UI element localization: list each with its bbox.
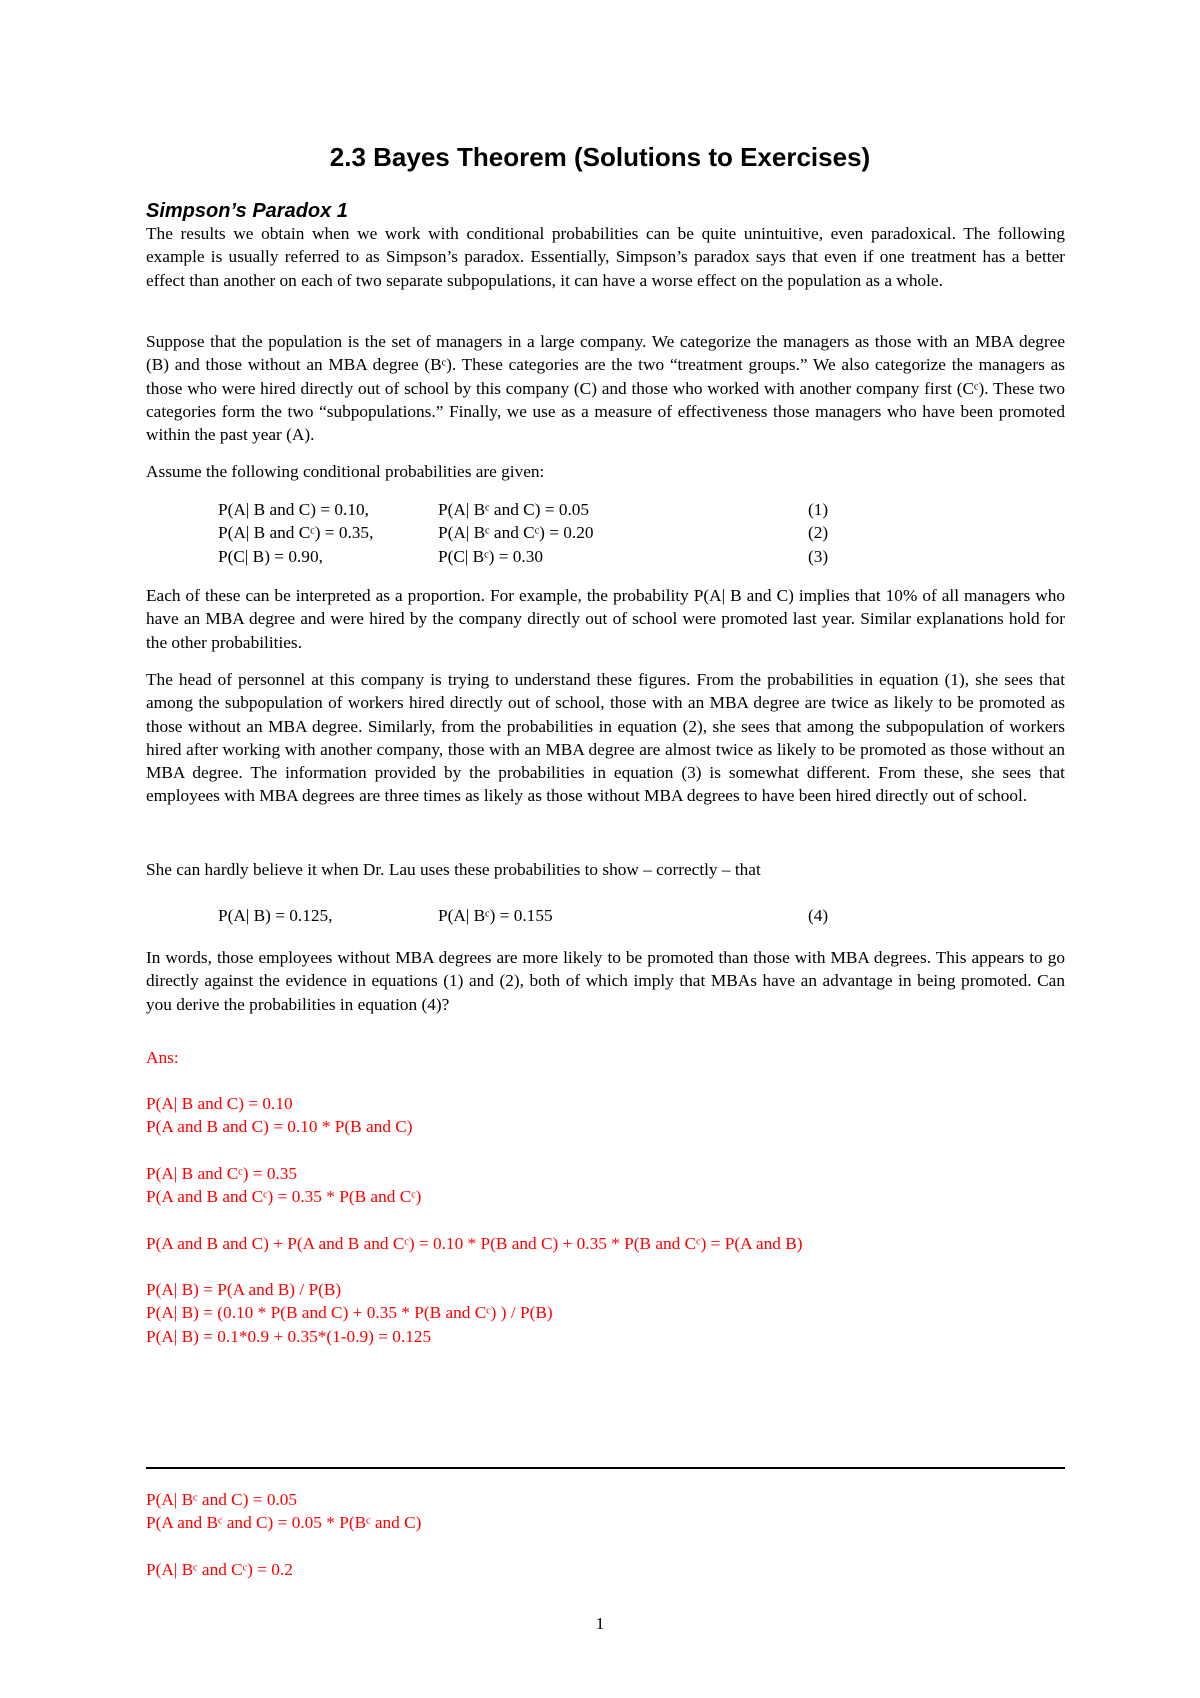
interpretation-paragraph: Each of these can be interpreted as a proportion. For example, the probability P(A| B and C) implies that 10% of all managers who have an MBA degree and were hired by the company directly out of school were promoted last year. Similar explanations hold for the other probabilities. (146, 586, 1065, 652)
equation-right: P(A| Bᶜ and Cᶜ) = 0.20 (438, 523, 594, 543)
equation-number: (3) (808, 546, 829, 566)
answer-block (146, 1558, 293, 1581)
answer-line: P(A| B) = 0.1*0.9 + 0.35*(1-0.9) = 0.125 (146, 1326, 432, 1346)
personnel-paragraph: The head of personnel at this company is trying to understand these figures. From the probabilities in equation (1), she sees that among the subpopulation of workers hired directly out of school, those with an MBA degree are twice as likely to be promoted as those without an MBA degree. Similarly, from the probabilities in equation (2), she sees that among the subpopulation of workers hired after working with another company, those with an MBA degree are almost twice as likely to be promoted as those without an MBA degree. The information provided by the probabilities in equation (3) is somewhat different. From these, she sees that employees with MBA degrees are three times as likely as those without MBA degrees to have been hired directly out of school. (146, 670, 1065, 806)
page-title: 2.3 Bayes Theorem (Solutions to Exercises) (329, 142, 871, 172)
answer-line: P(A and Bᶜ and C) = 0.05 * P(Bᶜ and C) (146, 1513, 422, 1533)
intro-paragraph: The results we obtain when we work with conditional probabilities can be quite unintuitive, even paradoxical. The following example is usually referred to as Simpson’s paradox. Essentially, Simpson’s paradox says that even if one treatment has a better effect than another on each of two separate subpopulations, it can have a worse effect on the population as a whole. (146, 224, 1065, 290)
equation-right: P(C| Bᶜ) = 0.30 (438, 546, 544, 566)
answer-line: P(A and B and Cᶜ) = 0.35 * P(B and Cᶜ) (146, 1187, 422, 1207)
answer-line: P(A| B) = (0.10 * P(B and C) + 0.35 * P(B and Cᶜ) ) / P(B) (146, 1303, 553, 1323)
equation-number: (1) (808, 500, 829, 519)
answer-block (146, 1092, 413, 1139)
equation-left: P(C| B) = 0.90, (218, 546, 323, 566)
answer-line: P(A| B and Cᶜ) = 0.35 (146, 1164, 298, 1183)
equation-left: P(A| B) = 0.125, (218, 906, 333, 925)
answer-line: P(A and B and C) + P(A and B and Cᶜ) = 0.10 * P(B and C) + 0.35 * P(B and Cᶜ) = P(A and B) (146, 1234, 803, 1253)
equation-right: P(A| Bᶜ and C) = 0.05 (438, 500, 590, 519)
section-heading: Simpson’s Paradox 1 (146, 200, 348, 222)
answer-block (146, 1232, 803, 1255)
page-number: 1 (595, 1614, 605, 1633)
answer-block (146, 1278, 553, 1348)
equation-left: P(A| B and C) = 0.10, (218, 500, 369, 519)
equation-number: (4) (808, 906, 829, 925)
answer-line: Ans: (146, 1048, 179, 1067)
assume-paragraph: Assume the following conditional probabilities are given: (146, 462, 545, 481)
equation-number: (2) (808, 523, 829, 543)
horizontal-divider (146, 1467, 1065, 1469)
answer-line: P(A| Bᶜ and C) = 0.05 (146, 1490, 298, 1509)
answer-line: P(A| Bᶜ and Cᶜ) = 0.2 (146, 1560, 293, 1579)
equation-left: P(A| B and Cᶜ) = 0.35, (218, 523, 374, 543)
lau-paragraph: She can hardly believe it when Dr. Lau uses these probabilities to show – correctly – that (146, 860, 761, 879)
question-paragraph: In words, those employees without MBA degrees are more likely to be promoted than those with MBA degrees. This appears to go directly against the evidence in equations (1) and (2), both of which imply that MBAs have an advantage in being promoted. Can you derive the probabilities in equation (4)? (146, 948, 1065, 1014)
answer-line: P(A| B) = P(A and B) / P(B) (146, 1280, 342, 1299)
answer-line: P(A| B and C) = 0.10 (146, 1094, 293, 1113)
answer-block (146, 1162, 421, 1209)
setup-paragraph: Suppose that the population is the set of managers in a large company. We categorize the managers as those with an MBA degree (B) and those without an MBA degree (Bᶜ). These categories are the two “treatment groups.” We also categorize the managers as those who were hired directly out of school by this company (C) and those who worked with another company first (Cᶜ). These two categories form the two “subpopulations.” Finally, we use as a measure of effectiveness those managers who have been promoted within the past year (A). (146, 332, 1065, 445)
answer-label (146, 1046, 179, 1069)
answer-block (146, 1488, 421, 1535)
equation-right: P(A| Bᶜ) = 0.155 (438, 906, 553, 925)
answer-line: P(A and B and C) = 0.10 * P(B and C) (146, 1117, 413, 1137)
